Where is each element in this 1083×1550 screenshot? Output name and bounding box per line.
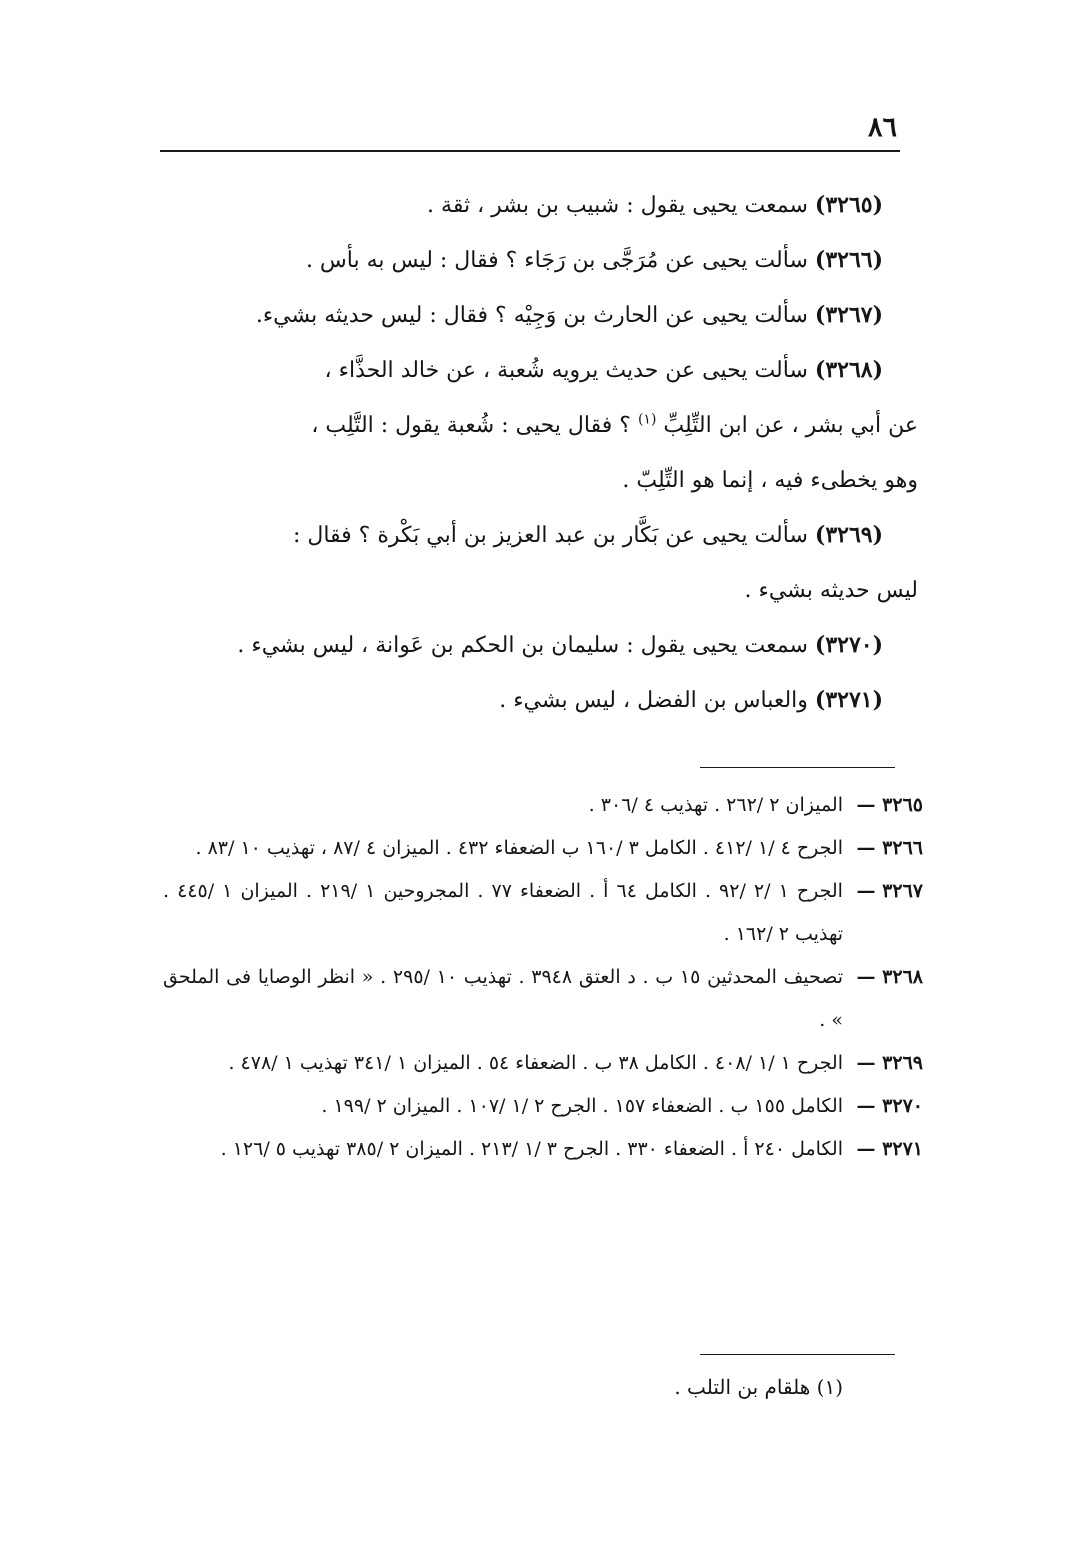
source-text: الجرح ٤ /١ /٤١٢ . الكامل ٣ /١٦٠ ب الضعفاء ٤٣٢ . الميزان ٤ /٨٧ ، تهذيب ١٠ /٨٣ .	[195, 837, 843, 859]
header-rule	[160, 150, 900, 152]
source-number: ٣٢٦٩ —	[856, 1052, 923, 1074]
source-text: تصحيف المحدثين ١٥ ب . د العتق ٣٩٤٨ . تهذيب ١٠ /٢٩٥ . « انظر الوصايا فى الملحق » .	[163, 966, 843, 1031]
entry-text: عن أبي بشر ، عن ابن التِّلِبِّ	[663, 413, 918, 438]
source-3267	[163, 870, 923, 956]
footnote: (١) هلقام بن التلب .	[674, 1375, 843, 1399]
source-number: ٣٢٦٨ —	[856, 966, 923, 988]
source-3270	[163, 1085, 923, 1128]
sources-rule	[700, 767, 895, 768]
entry-3270	[153, 618, 883, 673]
entry-text: سمعت يحيى يقول : سليمان بن الحكم بن عَوانة ، ليس بشيء .	[237, 633, 808, 658]
source-text: الجرح ١ /١ /٤٠٨ . الكامل ٣٨ ب . الضعفاء ٥٤ . الميزان ١ /٣٤١ تهذيب ١ /٤٧٨ .	[228, 1052, 843, 1074]
source-number: ٣٢٦٥ —	[856, 794, 923, 816]
source-text: الكامل ٢٤٠ أ . الضعفاء ٣٣٠ . الجرح ٣ /١ /٢١٣ . الميزان ٢ /٣٨٥ تهذيب ٥ /١٢٦ .	[220, 1138, 843, 1160]
entry-3265	[153, 178, 883, 233]
source-text: الميزان ٢ /٢٦٢ . تهذيب ٤ /٣٠٦ .	[588, 794, 843, 816]
source-text: الكامل ١٥٥ ب . الضعفاء ١٥٧ . الجرح ٢ /١ /١٠٧ . الميزان ٢ /١٩٩ .	[321, 1095, 843, 1117]
entry-3266	[153, 233, 883, 288]
source-number: ٣٢٦٧ —	[856, 880, 923, 902]
source-number: ٣٢٦٦ —	[856, 837, 923, 859]
source-text: الجرح ١ /٢ /٩٢ . الكامل ٦٤ أ . الضعفاء ٧٧ . المجروحين ١ /٢١٩ . الميزان ١ /٤٤٥ . تهذيب ٢ /١٦٢ .	[163, 880, 843, 945]
source-3265	[163, 784, 923, 827]
entry-text: سألت يحيى عن بَكَّار بن عبد العزيز بن أبي بَكْرة ؟ فقال :	[292, 523, 808, 548]
entry-text: والعباس بن الفضل ، ليس بشيء .	[499, 688, 808, 713]
source-3268	[163, 956, 923, 1042]
entry-text: سمعت يحيى يقول : شبيب بن بشر ، ثقة .	[427, 193, 808, 218]
source-number: ٣٢٧٠ —	[856, 1095, 923, 1117]
entry-text: سألت يحيى عن مُرَجَّى بن رَجَاء ؟ فقال : ليس به بأس .	[305, 248, 808, 273]
source-3269	[163, 1042, 923, 1085]
source-number: ٣٢٧١ —	[856, 1138, 923, 1160]
entry-3271	[153, 673, 883, 728]
entry-number: (٣٢٦٧)	[814, 302, 883, 328]
footnote-reference: (١)	[637, 411, 657, 428]
page-number: ٨٦	[867, 112, 897, 143]
entry-text: ليس حديثه بشيء .	[744, 578, 918, 603]
entry-text: وهو يخطىء فيه ، إنما هو التِّلِبّ .	[622, 468, 918, 493]
entry-number: (٣٢٦٦)	[814, 247, 883, 273]
entry-3268	[153, 343, 918, 508]
sources-section	[163, 784, 923, 1171]
source-3266	[163, 827, 923, 870]
source-3271	[163, 1128, 923, 1171]
footnote-rule	[700, 1354, 895, 1355]
entry-number: (٣٢٦٨)	[814, 357, 883, 383]
entry-number: (٣٢٧١)	[814, 687, 883, 713]
entry-number: (٣٢٦٩)	[814, 522, 883, 548]
entry-text: سألت يحيى عن الحارث بن وَجِيْه ؟ فقال : ليس حديثه بشيء.	[255, 303, 808, 328]
entry-3267	[153, 288, 883, 343]
entries-section	[153, 178, 918, 728]
entry-3269	[153, 508, 918, 618]
entry-number: (٣٢٧٠)	[814, 632, 883, 658]
entry-number: (٣٢٦٥)	[814, 192, 883, 218]
entry-text: ؟ فقال يحيى : شُعبة يقول : التَّلِب ،	[311, 413, 631, 438]
entry-text: سألت يحيى عن حديث يرويه شُعبة ، عن خالد الحذَّاء ،	[324, 358, 808, 383]
